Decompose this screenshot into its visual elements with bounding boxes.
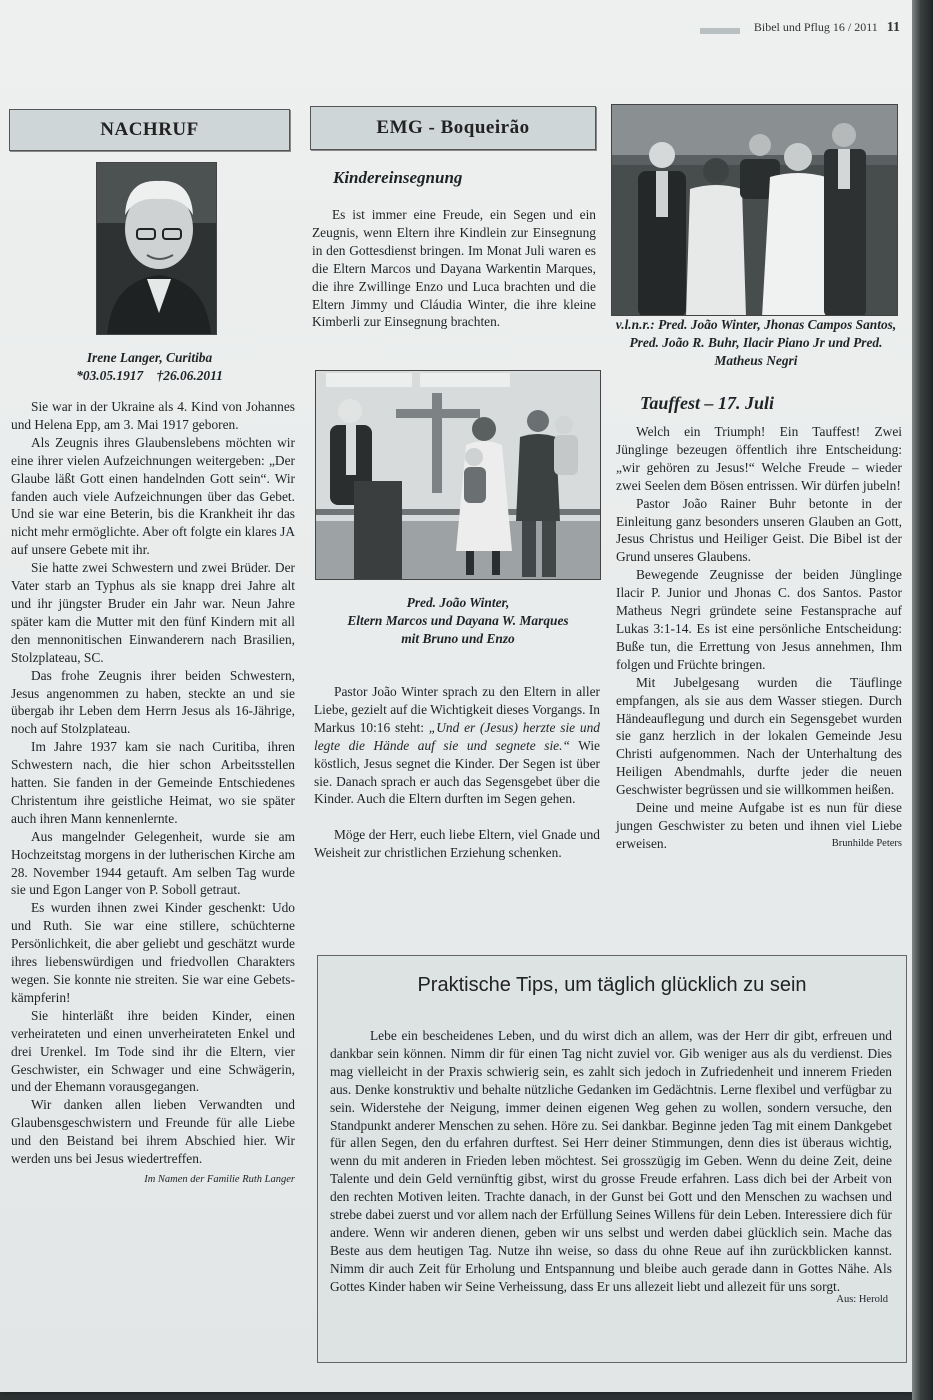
emg-subheading-wrap bbox=[333, 168, 603, 188]
birth-death-dates: *03.05.1917 †26.06.2011 bbox=[76, 368, 223, 383]
nachruf-signature: Im Namen der Familie Ruth Langer bbox=[144, 1173, 295, 1185]
header-bar-decoration bbox=[700, 28, 740, 34]
blessing-photo-caption: Pred. João Winter, Eltern Marcos und Dayana W. Marques mit Bruno und Enzo bbox=[347, 595, 569, 646]
emg-heading: EMG - Boqueirão bbox=[310, 106, 596, 150]
nachruf-paragraph: Sie hatte zwei Schwestern und zwei Brüder. Der Vater starb an Typhus als sie knapp drei Jahre alt und ihr jüngster Bruder ein Jahr war. Neun Jahre später kam die Mutter mit den fünf Kindern mit all den mennonitischen Einwanderern nach Brasilien, Stolzplateau, SC. bbox=[11, 560, 295, 665]
tauffest-paragraph: Mit Jubelgesang wurden die Täuflinge empfangen, als sie aus dem Wasser stiegen. Durch Händeauflegung und durch ein Segensgebet wurden sie ganz herzlich in der lokalen Gemeinde Jesu Christi aufgenommen. Nach der Unterhaltung des Heiligen Abendmahls, durfte jeder die neuen Geschwister begrüssen und sie willkommen heißen. bbox=[616, 674, 902, 798]
tips-source: Aus: Herold bbox=[836, 1293, 888, 1305]
nachruf-paragraph: Wir danken allen lieben Verwandten und Glaubensgeschwistern und Freunde für alle Liebe und den Beistand bei ihrem Abschied hier. Wir werden uns bei Jesus wiedertreffen. bbox=[11, 1097, 295, 1167]
tips-heading: Praktische Tips, um täglich glücklich zu sein bbox=[417, 974, 807, 996]
baptism-group-photo bbox=[611, 104, 898, 316]
emg-intro bbox=[312, 206, 596, 331]
blessing-caption bbox=[313, 594, 603, 648]
portrait-photo bbox=[96, 162, 217, 335]
emg-subheading: Kindereinsegnung bbox=[333, 168, 463, 187]
tauffest-closing-text: Deine und meine Aufgabe ist es nun für diese jungen Geschwister zu beten und ihnen viel Liebe erweisen. bbox=[616, 800, 902, 851]
nachruf-paragraph: Sie war in der Ukraine als 4. Kind von Johannes und Helena Epp, am 3. Mai 1917 geboren. bbox=[11, 399, 295, 432]
blessing-photo bbox=[315, 370, 601, 580]
tips-box bbox=[317, 955, 907, 1363]
page-number: 11 bbox=[886, 20, 900, 35]
tauffest-paragraph bbox=[616, 799, 902, 853]
tauffest-paragraph: Welch ein Triumph! Ein Tauffest! Zwei Jünglinge bezeugen öffentlich ihre Entscheidung: „wir gehören zu Jesus!“ Welche Freude – wieder zwei Seelen dem Bösen entrissen. Wir dürfen jubeln! bbox=[616, 424, 902, 493]
baptism-caption bbox=[610, 316, 902, 370]
page-edge-shadow bbox=[912, 0, 933, 1400]
bible-quote: „Und er (Jesus) herzte sie und legte die Hände auf sie und segnete sie.“ bbox=[314, 719, 601, 753]
emg-column bbox=[310, 106, 596, 150]
deceased-name: Irene Langer, Curitiba bbox=[86, 350, 213, 365]
emg-body bbox=[314, 683, 600, 862]
nachruf-heading: NACHRUF bbox=[9, 109, 290, 151]
emg-intro-paragraph: Es ist immer eine Freude, ein Segen und ein Zeugnis, wenn Eltern ihre Kindlein zur Einsegnung in den Gottesdienst bringen. Im Monat Juli waren es die Eltern Marcos und Dayana Warkentin Marques, die ihre Zwillinge Enzo und Luca brachten und die Eltern Jimmy und Cláudia Winter, die ihre kleine Kimberli zur Einsegnung brachten. bbox=[312, 207, 596, 330]
baptism-photo-caption: v.l.n.r.: Pred. João Winter, Jhonas Campos Santos, Pred. João R. Buhr, Ilacir Piano Jr und Pred. Matheus Negri bbox=[615, 317, 897, 368]
tauffest-text bbox=[616, 423, 902, 853]
nachruf-paragraph: Es wurden ihnen zwei Kinder geschenkt: Udo und Ruth. Sie war eine stillere, schüchterne Persönlichkeit, die aber geliebt und geschätzt wurde ihres liebenswürdigen und friedvollen Charakters wegen. Sie konnte nie streiten. Sie war eine Gebetskämpferin! bbox=[11, 900, 295, 1005]
tauffest-paragraph: Bewegende Zeugnisse der beiden Jünglinge Ilacir P. Junior und Jhonas C. dos Santos. Pastor Matheus Negri gründete seine Festansprache auf Lukas 3:1-14. Es ist eine persönliche Entscheidung: Buße tun, die Errettung von Jesus annehmen, Ihm folgen und Früchte bringen. bbox=[616, 567, 902, 672]
nachruf-paragraph: Aus mangelnder Gelegenheit, wurde sie am Hochzeitstag morgens in der lutherischen Kirche am 28. November 1944 getauft. Am selben Tag wurde sie und Egon Langer von P. Soboll getraut. bbox=[11, 828, 295, 898]
nachruf-paragraph: Das frohe Zeugnis ihrer beiden Schwestern, Jesus angenommen zu haben, steckte an und sie übergab ihr Leben dem Herrn Jesus als 16-Jährige, noch auf Stolzplateau. bbox=[11, 667, 295, 737]
tauffest-paragraph: Pastor João Rainer Buhr betonte in der Einleitung ganz besonders unseren Glauben an Gott, Jesus Christus und Heiliger Geist. Die Bibel ist der Grund unseres Glaubens. bbox=[616, 495, 902, 565]
emg-body-text-post: Wie köstlich, Jesus segnet die Kinder. Der Segen ist über sie. Danach sprach er auch das Segensgebet über die Kinder. Auch die Eltern durften im Segen gehen. bbox=[314, 737, 600, 807]
tauffest-signature: Brunhilde Peters bbox=[831, 837, 902, 849]
nachruf-paragraph: Im Jahre 1937 kam sie nach Curitiba, ihren Schwestern nach, die hier schon Arbeitsstellen hatten. Sie fanden in der Gemeinde Entschiedenes Christentum ihre geistliche Heimat, wo sie später auch ihren Mann kennenlernte. bbox=[11, 739, 295, 826]
tips-body: Lebe ein bescheidenes Leben, und du wirst dich an allem, was der Herr dir gibt, erfreuen und dankbar sein können. Nimm dir für einen Tag nicht zuviel vor. Gib weniger aus als du verdienst. Dies mag vielleicht in der Praxis schwierig sein, es zahlt sich jedoch in Zufriedenheit und innerem Frieden aus. Denke konstruktiv und behalte nützliche Gedanken im Gedächtnis. Lerne flexibel und verfügbar zu sein. Widerstehe der Neigung, immer deinen eigenen Weg gehen zu wollen, sondern versuche, den Standpunkt anderer Menschen zu sehen. Höre zu. Sei dankbar. Beginne jeden Tag mit einem Dankgebet für allen Segen, den du erfahren durftest. Sei Herr deiner Stimmungen, denn dies ist überaus wichtig, wenn du mit anderen in Frieden leben möchtest. Sei grosszügig im Geben. Wenn du deine Zeit, deine Talente und dein Geld vernünftig gibst, wirst du grosse Freude erfahren. Lass dich bei der Arbeit von den rechten Motiven leiten. Trachte danach, in der Gunst bei Gott und den Menschen zu wachsen und strebe dabei zuerst und vor allem nach der Erfüllung Seines Willens für dein Leben. Interessiere dich für andere. Wenn wir anderen dienen, geben wir uns selbst und werden dabei glücklich sein. Mache das Beste aus dem heutigen Tag. Nutze ihn weise, so dass du ohne Reue auf ihn zurückblicken kannst. Nimm dir auch Zeit für Erholung und Entspannung und bleibe auch gerade dann in Gottes Nähe. Als Gottes Kinder haben wir Seine Verheissung, dass Er uns allezeit liebt und allezeit für uns sorgt. bbox=[330, 1028, 892, 1294]
emg-body-paragraph bbox=[314, 683, 600, 808]
nachruf-paragraph: Als Zeugnis ihres Glaubenslebens möchten wir eine ihrer vielen Aufzeichnungen weitergeben: „Der Glaube läßt Gott einen handelnden Gott sein“. Wir fanden auch viele Aufzeichnungen über das Gebet. Und sie war eine Beterin, bis die Krankheit ihr das nicht mehr ermöglichte. Aber oft folgte ein klares JA auf unsere Gebete mit ihr. bbox=[11, 434, 295, 558]
tauffest-heading: Tauffest – 17. Juli bbox=[640, 393, 775, 413]
running-head bbox=[700, 20, 900, 42]
nachruf-column bbox=[9, 109, 290, 151]
emg-body-text-pre: Pastor João Winter sprach zu den Eltern in aller Liebe, gezielt auf die Wichtigkeit dieses Vorgangs. In Markus 10:16 steht: bbox=[314, 684, 600, 735]
publication-title: Bibel und Pflug 16 / 2011 bbox=[753, 20, 878, 34]
emg-closing-paragraph: Möge der Herr, euch liebe Eltern, viel Gnade und Weisheit zur christlichen Erziehung schenken. bbox=[314, 827, 600, 861]
portrait-caption bbox=[9, 349, 290, 385]
tauffest-heading-wrap bbox=[640, 393, 900, 414]
nachruf-text bbox=[11, 398, 295, 1185]
nachruf-paragraph: Sie hinterläßt ihre beiden Kinder, einen verheirateten und einen unverheirateten Enkel und drei Urenkel. Im Tode sind ihr die Eltern, vier Geschwister, ein Schwager und eine Schwägerin, und der Ehemann vorausgegangen. bbox=[11, 1007, 295, 1095]
